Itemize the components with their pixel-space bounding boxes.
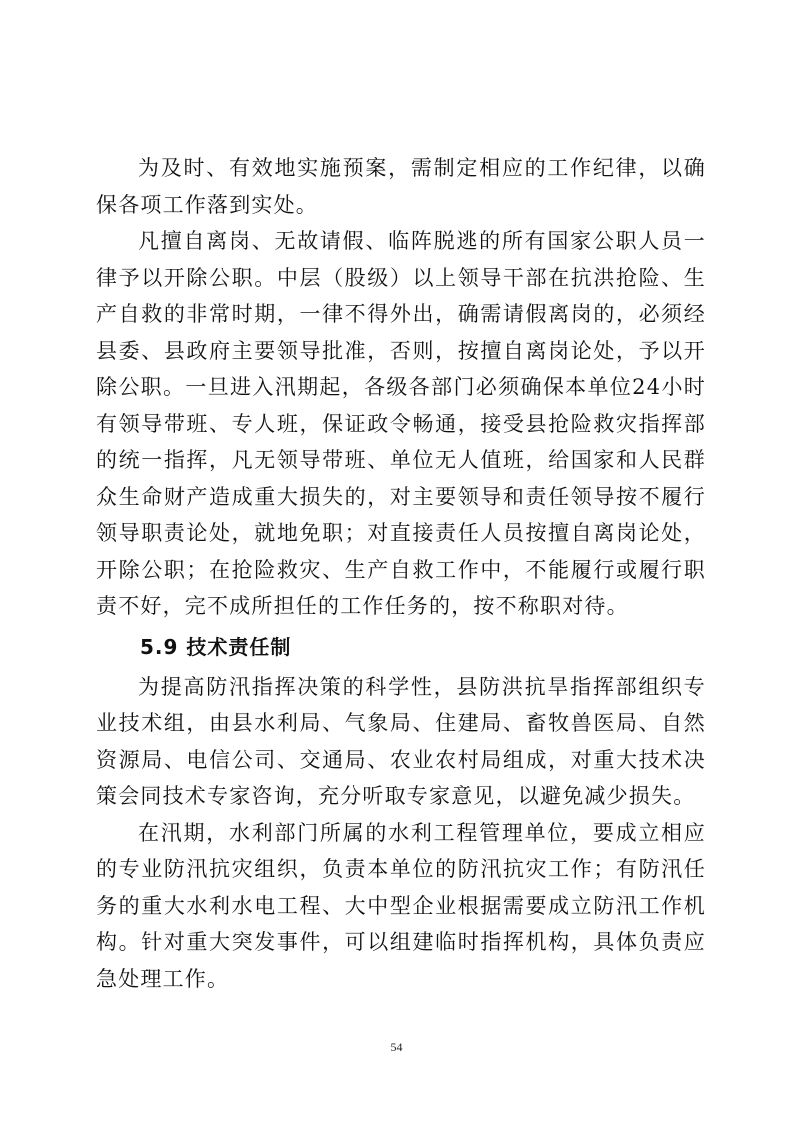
- paragraph-disciplinary-rules: 凡擅自离岗、无故请假、临阵脱逃的所有国家公职人员一律予以开除公职。中层（股级）以上领导干部在抗洪抢险、生产自救的非常时期，一律不得外出，确需请假离岗的，必须经县委、县政府主要领导批准，否则，按擅自离岗论处，予以开除公职。一旦进入汛期起，各级各部门必须确保本单位24小时有领导带班、专人班，保证政令畅通，接受县抢险救灾指挥部的统一指挥，凡无领导带班、单位无人值班，给国家和人民群众生命财产造成重大损失的，对主要领导和责任领导按不履行领导职责论处，就地免职；对直接责任人员按擅自离岗论处，开除公职；在抢险救灾、生产自救工作中，不能履行或履行职责不好，完不成所担任的工作任务的，按不称职对待。: [96, 229, 706, 618]
- paragraph-technical-group: 为提高防汛指挥决策的科学性，县防洪抗旱指挥部组织专业技术组，由县水利局、气象局、住建局、畜牧兽医局、自然资源局、电信公司、交通局、农业农村局组成，对重大技术决策会同技术专家咨询，充分听取专家意见，以避免减少损失。: [96, 674, 706, 808]
- page-number: 54: [390, 1040, 403, 1054]
- paragraph-flood-organizations: 在汛期，水利部门所属的水利工程管理单位，要成立相应的专业防汛抗灾组织，负责本单位的防汛抗灾工作；有防汛任务的重大水利水电工程、大中型企业根据需要成立防汛工作机构。针对重大突发事件，可以组建临时指挥机构，具体负责应急处理工作。: [96, 820, 706, 991]
- paragraph-work-discipline: 为及时、有效地实施预案，需制定相应的工作纪律，以确保各项工作落到实处。: [96, 156, 706, 217]
- document-body: [96, 150, 706, 997]
- section-heading: 5.9 技术责任制: [140, 634, 292, 659]
